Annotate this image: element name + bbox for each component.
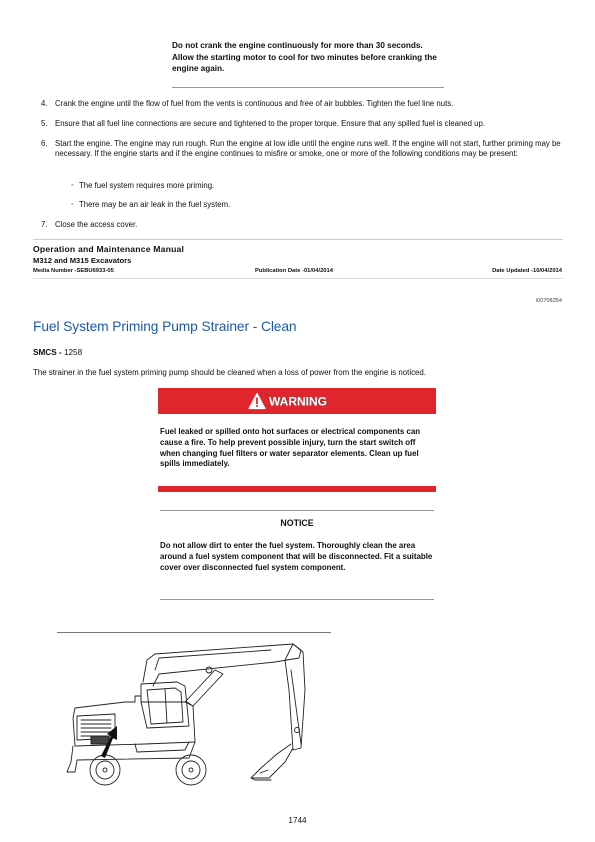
divider	[33, 239, 563, 240]
step-number: 7.	[41, 220, 48, 229]
smcs-code	[33, 348, 82, 357]
excavator-illustration	[55, 630, 330, 800]
boom	[143, 644, 301, 686]
bullet-icon: ◦	[71, 201, 74, 208]
condition-text: There may be an air leak in the fuel system.	[79, 200, 231, 209]
manual-title: Operation and Maintenance Manual	[33, 244, 185, 254]
reference-id: i00708354	[535, 298, 562, 304]
step-number: 6.	[41, 139, 48, 148]
front-wheel	[176, 755, 206, 785]
step-number: 4.	[41, 99, 48, 108]
warning-bottom-bar	[158, 486, 436, 492]
publication-date: Publication Date -01/04/2014	[255, 268, 333, 274]
section-title: Fuel System Priming Pump Strainer - Clean	[33, 319, 297, 334]
notice-text: Do not allow dirt to enter the fuel system. Thoroughly clean the area around a fuel system component that will be disconnected. Fit a suitable cover over disconnected fuel system component.	[160, 541, 433, 572]
divider	[160, 510, 434, 511]
condition-text: The fuel system requires more priming.	[79, 181, 215, 190]
warning-badge	[248, 392, 348, 410]
date-updated: Date Updated -10/04/2014	[492, 268, 562, 274]
notice-title: NOTICE	[280, 518, 314, 528]
divider	[33, 278, 563, 279]
smcs-value: 1258	[63, 348, 83, 357]
caution-note-text: Do not crank the engine continuously for more than 30 seconds. Allow the starting motor to cool for two minutes before cranking the engine again.	[172, 41, 437, 73]
step-text: Ensure that all fuel line connections are secure and tightened to the proper torque. Ensure that any spilled fuel is cleaned up.	[55, 119, 485, 128]
step-text: Close the access cover.	[55, 220, 138, 229]
media-number: Media Number -SEBU6933-05	[33, 268, 114, 274]
warning-text: Fuel leaked or spilled onto hot surfaces or electrical components can cause a fire. To help prevent possible injury, turn the start switch off when changing fuel filters or water separator elements. Clean up fuel spills immediately.	[160, 427, 421, 469]
warning-label: WARNING	[269, 394, 327, 409]
intro-paragraph: The strainer in the fuel system priming pump should be cleaned when a loss of power from the engine is noticed.	[33, 368, 426, 377]
bullet-icon: ◦	[71, 182, 74, 189]
manual-subtitle: M312 and M315 Excavators	[33, 256, 132, 265]
page-number: 1744	[288, 816, 307, 825]
warning-banner	[158, 388, 436, 414]
step-text: Crank the engine until the flow of fuel from the vents is continuous and free of air bubbles. Tighten the fuel line nuts.	[55, 99, 454, 108]
divider	[172, 87, 444, 88]
divider	[160, 599, 434, 600]
step-text: Start the engine. The engine may run rough. Run the engine at low idle until the engine runs well. If the engine will not start, further priming may be necessary. If the engine starts and if the engine continues to misfire or smoke, one or more of the following conditions may be present:	[55, 139, 561, 158]
smcs-label: SMCS -	[33, 348, 62, 357]
step-number: 5.	[41, 119, 48, 128]
bucket	[251, 744, 293, 778]
